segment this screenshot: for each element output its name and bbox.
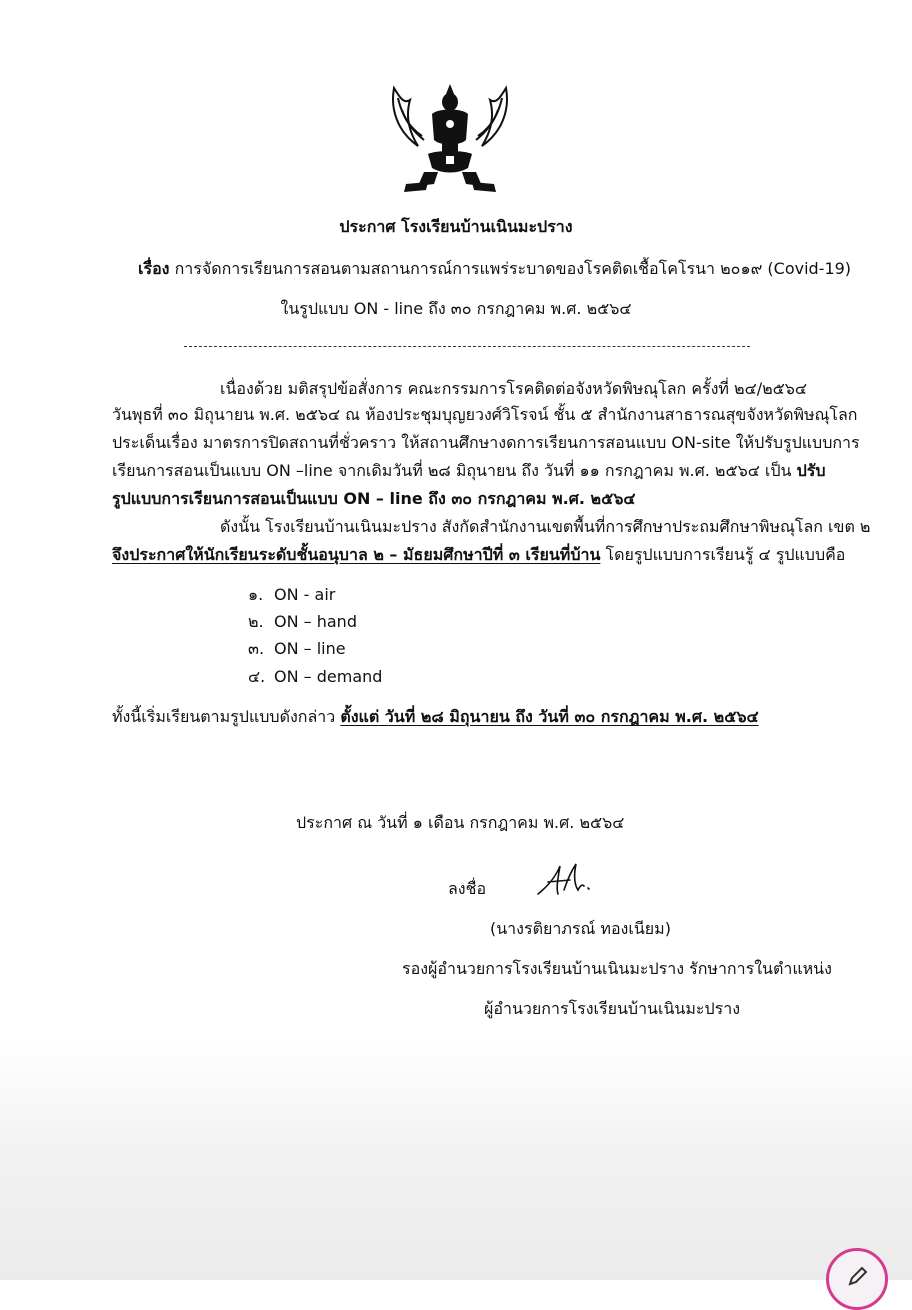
paragraph-2-line-2-text: โดยรูปแบบการเรียนรู้ ๔ รูปแบบคือ (600, 545, 846, 564)
list-text: ON – demand (274, 667, 383, 686)
list-text: ON – hand (274, 612, 357, 631)
garuda-emblem-icon (388, 80, 512, 198)
paragraph-1-line-4-bold: ปรับ (796, 461, 826, 480)
list-number: ๑. (248, 585, 264, 604)
subject-text: การจัดการเรียนการสอนตามสถานการณ์การแพร่ระบาดของโรคติดเชื้อโคโรนา ๒๐๑๙ (Covid-19) (169, 259, 852, 278)
paragraph-1-line-2: วันพุธที่ ๓๐ มิถุนายน พ.ศ. ๒๕๖๔ ณ ห้องประชุมบุญยวงศ์วิโรจน์ ชั้น ๕ สำนักงานสาธารณสุขจังหวัดพิษณุโลก (112, 405, 858, 424)
start-date-range: ตั้งแต่ วันที่ ๒๘ มิถุนายน ถึง วันที่ ๓๐ กรกฎาคม พ.ศ. ๒๕๖๔ (340, 707, 759, 726)
start-date-line (112, 706, 759, 728)
list-item (248, 638, 346, 660)
subject-label: เรื่อง (138, 259, 170, 278)
announce-date: ประกาศ ณ วันที่ ๑ เดือน กรกฎาคม พ.ศ. ๒๕๖๔ (296, 813, 625, 832)
paragraph-2-line-1: ดังนั้น โรงเรียนบ้านเนินมะปราง สังกัดสำนักงานเขตพื้นที่การศึกษาประถมศึกษาพิษณุโลก เขต ๒ (220, 517, 871, 536)
paragraph-2-line-2 (112, 544, 845, 566)
list-item (248, 584, 335, 606)
start-date-text: ทั้งนี้เริ่มเรียนตามรูปแบบดังกล่าว (112, 707, 341, 726)
list-text: ON - air (274, 585, 336, 604)
list-text: ON – line (274, 639, 346, 658)
paragraph-1-line-1: เนื่องด้วย มติสรุปข้อสั่งการ คณะกรรมการโรคติดต่อจังหวัดพิษณุโลก ครั้งที่ ๒๔/๒๕๖๔ (220, 379, 808, 398)
dashed-divider (184, 346, 750, 347)
announcement-title: ประกาศ โรงเรียนบ้านเนินมะปราง (339, 217, 573, 236)
paragraph-1-line-4-text: เรียนการสอนเป็นแบบ ON –line จากเดิมวันที่ ๒๘ มิถุนายน ถึง วันที่ ๑๑ กรกฎาคม พ.ศ. ๒๕๖๔ เป็น (112, 461, 797, 480)
list-item (248, 611, 357, 633)
list-number: ๓. (248, 639, 265, 658)
list-item (248, 666, 382, 688)
paragraph-1-line-5: รูปแบบการเรียนการสอนเป็นแบบ ON – line ถึง ๓๐ กรกฎาคม พ.ศ. ๒๕๖๔ (112, 489, 636, 508)
signer-position-2: ผู้อำนวยการโรงเรียนบ้านเนินมะปราง (484, 999, 741, 1018)
list-number: ๒. (248, 612, 264, 631)
sign-label: ลงชื่อ (448, 879, 487, 898)
paragraph-2-line-2-bold: จึงประกาศให้นักเรียนระดับชั้นอนุบาล ๒ – มัธยมศึกษาปีที่ ๓ เรียนที่บ้าน (112, 545, 601, 564)
signature-icon (534, 860, 594, 900)
list-number: ๔. (248, 667, 266, 686)
edit-button[interactable] (826, 1248, 888, 1310)
paragraph-1-line-4 (112, 460, 825, 482)
subject-line-2: ในรูปแบบ ON - line ถึง ๓๐ กรกฎาคม พ.ศ. ๒๕๖๔ (280, 299, 632, 318)
edit-pencil-icon (847, 1265, 869, 1287)
subject-line (138, 258, 851, 280)
signer-position-1: รองผู้อำนวยการโรงเรียนบ้านเนินมะปราง รักษาการในตำแหน่ง (402, 959, 832, 978)
paragraph-1-line-3: ประเด็นเรื่อง มาตรการปิดสถานที่ชั่วคราว ให้สถานศึกษางดการเรียนการสอนแบบ ON-site ให้ปรับรูปแบบการ (112, 433, 860, 452)
signer-name: (นางรติยาภรณ์ ทองเนียม) (490, 919, 671, 938)
